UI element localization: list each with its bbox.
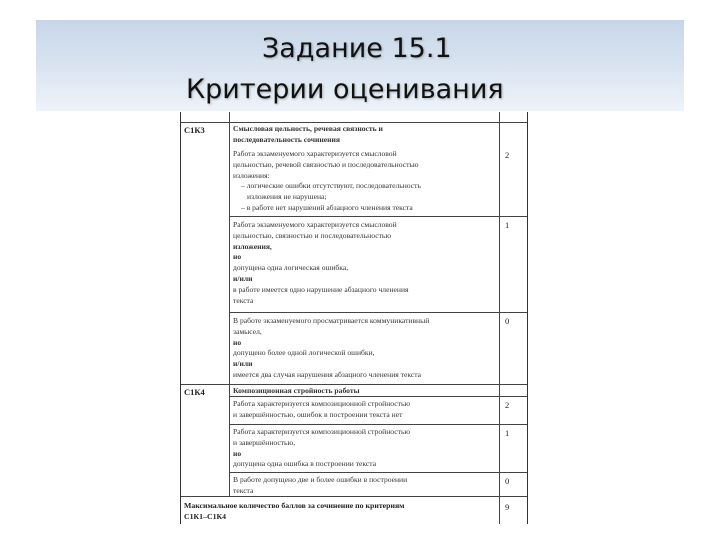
criterion-header: Смысловая цельность, речевая связность и последовательность сочинения xyxy=(233,124,383,144)
slide-title-line-1: Задание 15.1 xyxy=(262,33,452,64)
table-column-rule xyxy=(229,112,230,496)
criterion-level-text: Работа экзаменуемого характеризуется смысловой цельностью, связностью и последовательностью изложения, но допущена одна логическая ошибка, и/или в работе имеется одно нарушение абзацного членения текста xyxy=(233,220,409,305)
criteria-table xyxy=(180,112,528,524)
slide-title-line-2: Критерии оценивания xyxy=(186,74,504,105)
criterion-level-text: Работа характеризуется композиционной стройностью и завершённостью, но допущена одна ошибка в построении текста xyxy=(233,427,411,469)
criterion-points: 0 xyxy=(505,316,510,326)
table-rule xyxy=(181,122,527,123)
criterion-level-text: В работе допущено две и более ошибки в построении текста xyxy=(233,475,408,495)
table-rule xyxy=(229,424,527,425)
table-rule xyxy=(181,384,527,385)
criterion-header: Композиционная стройность работы xyxy=(233,386,360,395)
table-rule xyxy=(229,216,527,217)
criterion-points: 1 xyxy=(505,428,510,438)
criterion-points: 2 xyxy=(505,150,510,160)
criterion-points: 2 xyxy=(505,400,510,410)
max-score-points: 9 xyxy=(505,502,510,512)
criterion-level-text: Работа характеризуется композиционной стройностью и завершённостью, ошибок в построении текста нет xyxy=(233,399,411,419)
max-score-label: Максимальное количество баллов за сочинение по критериям С1К1–С1К4 xyxy=(184,501,405,521)
table-rule xyxy=(229,472,527,473)
table-rule xyxy=(229,312,527,313)
table-column-rule xyxy=(499,112,500,524)
criterion-points: 0 xyxy=(505,476,510,486)
criterion-level-text: В работе экзаменуемого просматривается коммуникативный замысел, но допущено более одной логической ошибки, и/или имеется два случая нарушения абзацного членения текста xyxy=(233,316,430,379)
criterion-level-text: Работа экзаменуемого характеризуется смысловой цельностью, речевой связностью и последовательностью изложения: – логические ошибки отсутствуют, последовательность изложения не нарушена; – в работе нет нарушений абзацного членения текста xyxy=(233,149,421,212)
criterion-points: 1 xyxy=(505,220,510,230)
criterion-code: С1К4 xyxy=(184,387,205,397)
criterion-code: С1К3 xyxy=(184,125,205,135)
